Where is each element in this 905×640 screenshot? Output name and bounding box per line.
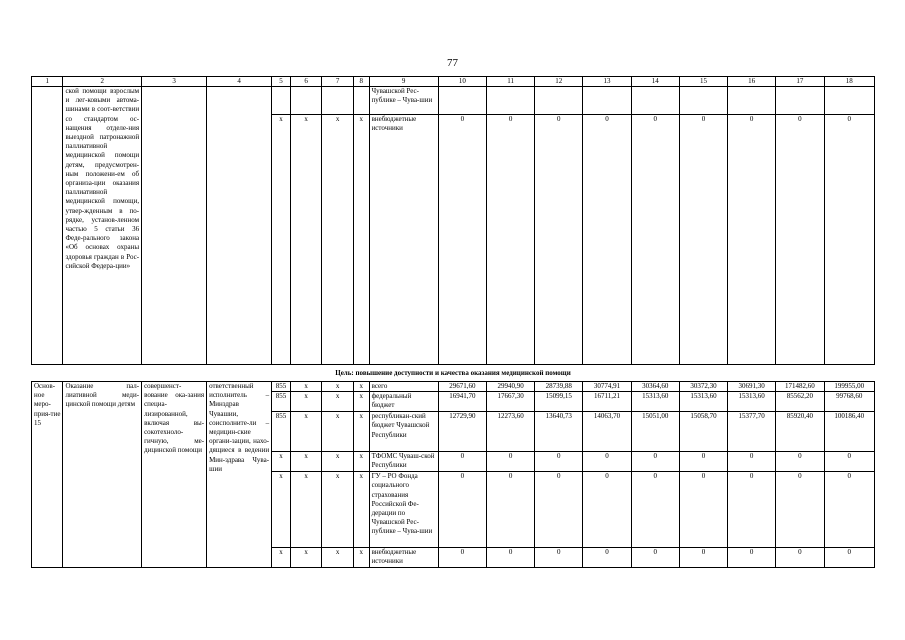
value-cell: 15051,00 — [631, 412, 679, 452]
value-cell: 0 — [438, 115, 486, 365]
value-cell — [776, 87, 824, 115]
funding-source: федеральный бюджет — [369, 392, 438, 412]
value-cell: 0 — [486, 472, 534, 548]
grbs-cell: х — [272, 548, 291, 568]
value-cell: 85920,40 — [776, 412, 824, 452]
header-cell: 16 — [728, 77, 776, 87]
value-cell: 17667,30 — [486, 392, 534, 412]
value-cell: 15313,60 — [728, 392, 776, 412]
code-cell: х — [322, 382, 353, 392]
code-cell: х — [353, 392, 369, 412]
table-row — [32, 87, 875, 115]
grbs-cell: х — [272, 115, 291, 365]
value-cell: 0 — [776, 548, 824, 568]
value-cell: 0 — [824, 115, 875, 365]
value-cell: 15313,60 — [679, 392, 727, 412]
value-cell: 0 — [824, 548, 875, 568]
value-cell: 0 — [535, 548, 583, 568]
value-cell: 28739,88 — [535, 382, 583, 392]
value-cell: 0 — [486, 452, 534, 472]
grbs-cell: 855 — [272, 382, 291, 392]
header-cell: 15 — [679, 77, 727, 87]
funding-source: внебюджетные источники — [369, 548, 438, 568]
funding-source: Чувашской Рес-публике – Чува-шии — [369, 87, 438, 115]
header-cell: 4 — [207, 77, 272, 87]
header-cell: 13 — [583, 77, 631, 87]
value-cell — [486, 87, 534, 115]
header-cell: 10 — [438, 77, 486, 87]
value-cell: 0 — [583, 115, 631, 365]
value-cell — [679, 87, 727, 115]
value-cell: 0 — [679, 548, 727, 568]
value-cell — [583, 87, 631, 115]
code-cell: х — [290, 472, 321, 548]
header-cell: 6 — [290, 77, 321, 87]
value-cell: 13640,73 — [535, 412, 583, 452]
value-cell: 12273,60 — [486, 412, 534, 452]
value-cell: 0 — [631, 115, 679, 365]
value-cell: 29671,60 — [438, 382, 486, 392]
value-cell: 0 — [631, 452, 679, 472]
value-cell: 29940,90 — [486, 382, 534, 392]
value-cell: 0 — [583, 548, 631, 568]
value-cell: 0 — [728, 115, 776, 365]
code-cell: х — [322, 548, 353, 568]
header-cell: 7 — [322, 77, 353, 87]
value-cell: 199955,00 — [824, 382, 875, 392]
value-cell: 0 — [583, 472, 631, 548]
value-cell — [438, 87, 486, 115]
code-cell: х — [290, 392, 321, 412]
value-cell — [631, 87, 679, 115]
value-cell: 0 — [438, 472, 486, 548]
funding-source: всего — [369, 382, 438, 392]
code-cell — [290, 87, 321, 115]
code-cell: х — [322, 115, 353, 365]
value-cell: 12729,90 — [438, 412, 486, 452]
code-cell: х — [353, 452, 369, 472]
value-cell — [728, 87, 776, 115]
value-cell: 85562,20 — [776, 392, 824, 412]
value-cell: 0 — [728, 472, 776, 548]
header-cell: 11 — [486, 77, 534, 87]
header-cell: 8 — [353, 77, 369, 87]
header-cell: 3 — [142, 77, 207, 87]
event-description: ской помощи взрослым и лег-ковыми автома-шинами в соот-ветствии со стандартом ос-нащения отделе-ния выездной патронажной паллиативной медицинской помощи детям, предусмотрен-ным положени-ем об организа-ции оказания паллиативной медицинской помощи, утвер-жденным в по-рядке, установ-ленном частью 5 статьи 36 Феде-рального закона «Об основах охраны здоровья граждан в Рос-сийской Федера-ции» — [63, 87, 142, 365]
event-executor: ответственный исполнитель – Минздрав Чувашии, соисполните-ли – медицин-ские органи-зации, нахо-дящиеся в ведении Мин-здрава Чува-шии — [207, 382, 272, 568]
value-cell: 0 — [535, 115, 583, 365]
code-cell: х — [290, 382, 321, 392]
value-cell — [535, 87, 583, 115]
value-cell: 0 — [631, 548, 679, 568]
value-cell: 15099,15 — [535, 392, 583, 412]
code-cell: х — [353, 115, 369, 365]
page-number: 77 — [447, 57, 458, 69]
header-cell: 18 — [824, 77, 875, 87]
event-name: Оказание пал-лиативной меди-цинской помощи детям — [63, 382, 142, 568]
cell-col3 — [142, 87, 207, 365]
value-cell: 30691,30 — [728, 382, 776, 392]
funding-source: ТФОМС Чуваш-ской Республики — [369, 452, 438, 472]
code-cell: х — [290, 115, 321, 365]
code-cell: х — [322, 392, 353, 412]
header-cell: 5 — [272, 77, 291, 87]
value-cell: 0 — [679, 472, 727, 548]
value-cell: 0 — [631, 472, 679, 548]
cell-col1 — [32, 87, 63, 365]
code-cell: х — [322, 472, 353, 548]
code-cell — [322, 87, 353, 115]
goal-row — [32, 365, 875, 382]
header-cell: 2 — [63, 77, 142, 87]
header-cell: 12 — [535, 77, 583, 87]
cell-col4 — [207, 87, 272, 365]
value-cell: 15377,70 — [728, 412, 776, 452]
value-cell: 0 — [438, 548, 486, 568]
grbs-cell — [272, 87, 291, 115]
table-row — [32, 382, 875, 392]
value-cell: 0 — [583, 452, 631, 472]
value-cell: 0 — [728, 548, 776, 568]
header-cell: 9 — [369, 77, 438, 87]
grbs-cell: 855 — [272, 392, 291, 412]
value-cell: 99768,60 — [824, 392, 875, 412]
code-cell: х — [322, 452, 353, 472]
value-cell: 171482,60 — [776, 382, 824, 392]
program-table — [31, 76, 875, 568]
value-cell: 15058,70 — [679, 412, 727, 452]
value-cell: 0 — [438, 452, 486, 472]
value-cell: 14063,70 — [583, 412, 631, 452]
funding-source: внебюджетные источники — [369, 115, 438, 365]
value-cell: 30364,60 — [631, 382, 679, 392]
header-cell: 1 — [32, 77, 63, 87]
header-cell: 17 — [776, 77, 824, 87]
value-cell: 0 — [679, 115, 727, 365]
value-cell: 16941,70 — [438, 392, 486, 412]
grbs-cell: х — [272, 452, 291, 472]
value-cell: 30372,30 — [679, 382, 727, 392]
value-cell: 0 — [776, 472, 824, 548]
header-row — [32, 77, 875, 87]
value-cell: 30774,91 — [583, 382, 631, 392]
grbs-cell: х — [272, 472, 291, 548]
value-cell: 0 — [535, 472, 583, 548]
code-cell: х — [290, 412, 321, 452]
header-cell: 14 — [631, 77, 679, 87]
code-cell — [353, 87, 369, 115]
value-cell: 100186,40 — [824, 412, 875, 452]
value-cell: 0 — [728, 452, 776, 472]
funding-source: ГУ – РО Фонда социального страхования Российской Фе-дерации по Чувашской Рес-публике – Чува-шии — [369, 472, 438, 548]
value-cell: 0 — [486, 548, 534, 568]
value-cell: 0 — [535, 452, 583, 472]
funding-source: республикан-ский бюджет Чувашской Республики — [369, 412, 438, 452]
code-cell: х — [322, 412, 353, 452]
event-number: Основ-ное меро-прия-тие 15 — [32, 382, 63, 568]
code-cell: х — [290, 548, 321, 568]
value-cell — [824, 87, 875, 115]
value-cell: 0 — [776, 115, 824, 365]
grbs-cell: 855 — [272, 412, 291, 452]
event-task: совершенст-вование ока-зания специа-лизированной, включая вы-сокотехноло-гичную, ме-дицинской помощи — [142, 382, 207, 568]
code-cell: х — [353, 382, 369, 392]
value-cell: 0 — [824, 452, 875, 472]
code-cell: х — [353, 472, 369, 548]
value-cell: 16711,21 — [583, 392, 631, 412]
value-cell: 0 — [824, 472, 875, 548]
goal-heading: Цель: повышение доступности и качества оказания медицинской помощи — [32, 365, 875, 382]
value-cell: 0 — [486, 115, 534, 365]
code-cell: х — [290, 452, 321, 472]
code-cell: х — [353, 412, 369, 452]
value-cell: 15313,60 — [631, 392, 679, 412]
value-cell: 0 — [776, 452, 824, 472]
code-cell: х — [353, 548, 369, 568]
value-cell: 0 — [679, 452, 727, 472]
